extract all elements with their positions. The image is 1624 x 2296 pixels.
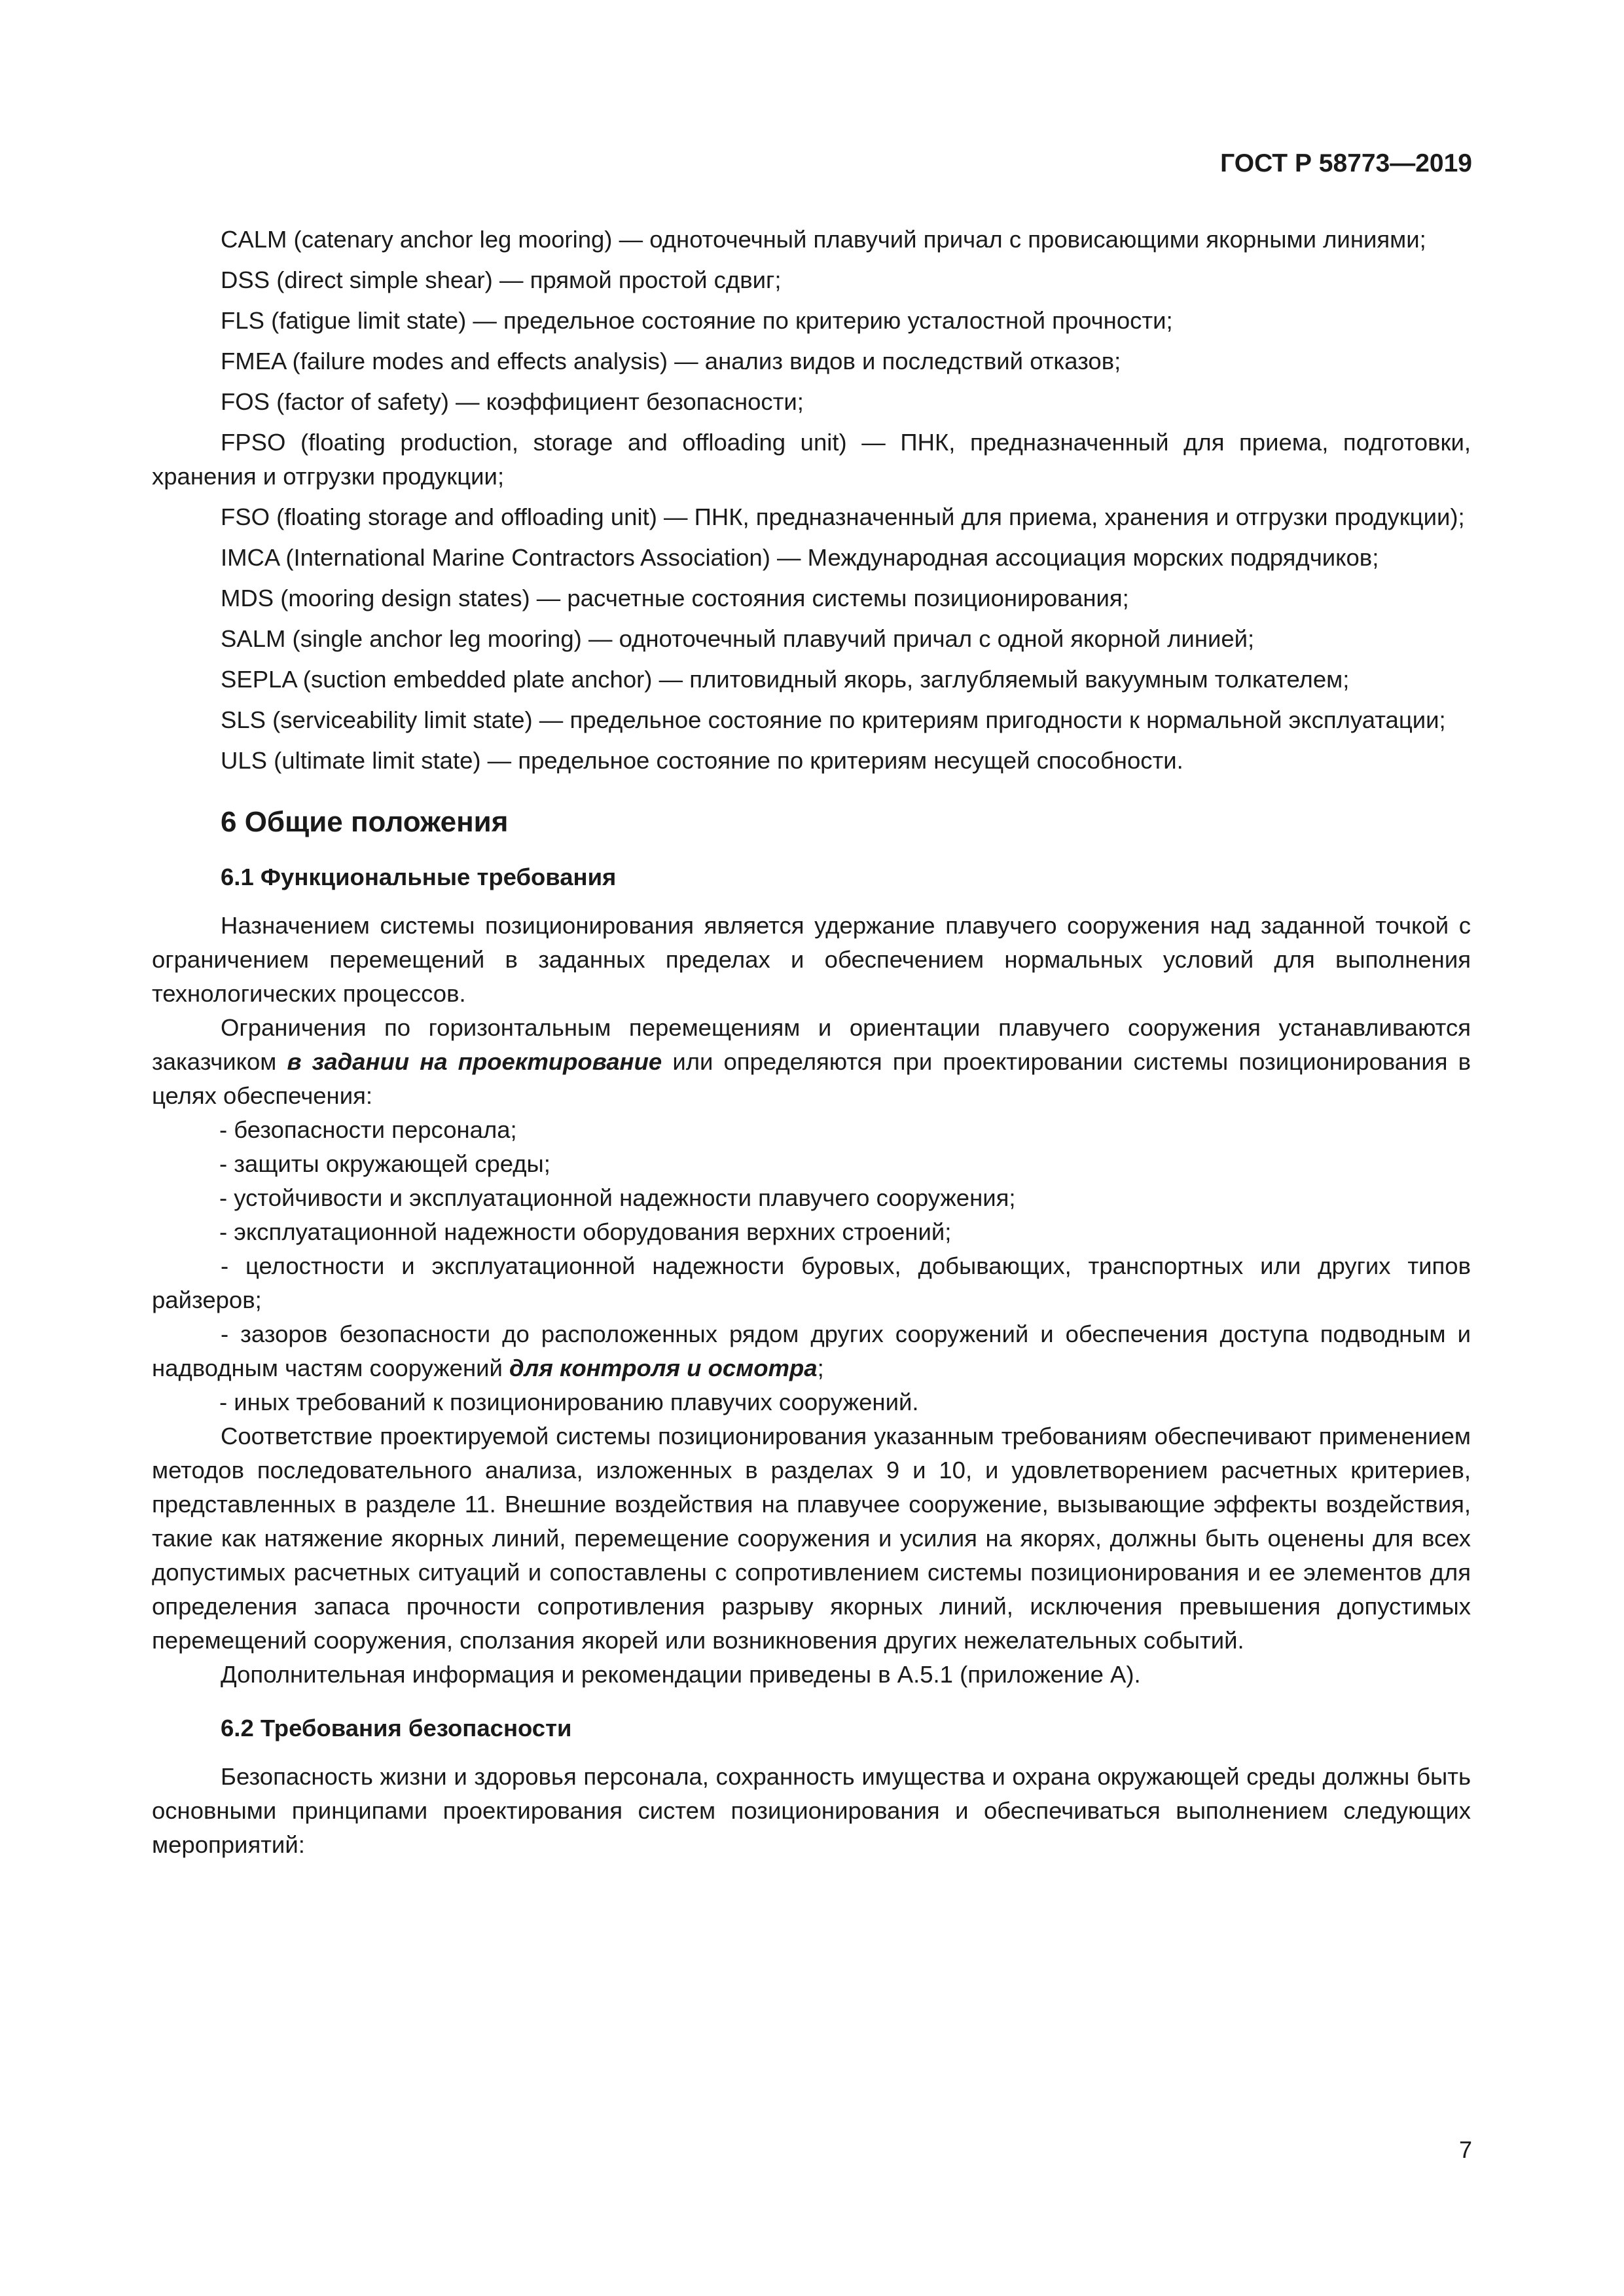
list-item-text: - зазоров безопасности до расположенных рядом других сооружений и обеспечения доступа подводным и надводным частям сооружений — [152, 1321, 1471, 1381]
abbreviation-calm: CALM (catenary anchor leg mooring) — одноточечный плавучий причал с провисающими якорными линиями; — [221, 226, 1426, 253]
list-item: - эксплуатационной надежности оборудования верхних строений; — [219, 1218, 952, 1245]
abbreviation-fos: FOS (factor of safety) — коэффициент безопасности; — [221, 388, 804, 415]
emphasis-text: в задании на проектирование — [287, 1048, 662, 1075]
abbreviation-mds: MDS (mooring design states) — расчетные состояния системы позиционирования; — [221, 585, 1129, 611]
list-item-text: ; — [817, 1355, 824, 1381]
section-6-2-heading: 6.2 Требования безопасности — [221, 1715, 572, 1741]
abbreviation-fso: FSO (floating storage and offloading unit) — ПНК, предназначенный для приема, хранения и отгрузки продукции); — [221, 503, 1465, 530]
abbreviation-fpso: FPSO (floating production, storage and offloading unit) — ПНК, предназначенный для приема, подготовки, хранения и отгрузки продукции; — [152, 429, 1471, 490]
paragraph-text: или определяются при проектировании системы позиционирования в целях обеспечения: — [152, 1048, 1471, 1109]
abbreviation-sls: SLS (serviceability limit state) — предельное состояние по критериям пригодности к нормальной эксплуатации; — [221, 706, 1446, 733]
abbreviation-uls: ULS (ultimate limit state) — предельное состояние по критериям несущей способности. — [221, 747, 1183, 774]
paragraph-text: Ограничения по горизонтальным перемещениям и ориентации плавучего сооружения устанавливаются заказчиком — [152, 1014, 1471, 1075]
list-item: - целостности и эксплуатационной надежности буровых, добывающих, транспортных или других типов райзеров; — [152, 1252, 1471, 1313]
section-6-2-paragraph-1: Безопасность жизни и здоровья персонала, сохранность имущества и охрана окружающей среды должны быть основными принципами проектирования систем позиционирования и обеспечиваться выполнением следующих мероприятий: — [152, 1763, 1471, 1858]
abbreviation-dss: DSS (direct simple shear) — прямой простой сдвиг; — [221, 266, 782, 293]
section-6-1-heading: 6.1 Функциональные требования — [221, 864, 617, 890]
section-6-heading: 6 Общие положения — [221, 806, 509, 838]
list-item: - иных требований к позиционированию плавучих сооружений. — [219, 1389, 919, 1415]
section-6-1-paragraph-4: Дополнительная информация и рекомендации приведены в А.5.1 (приложение А). — [221, 1661, 1141, 1688]
section-6-1-paragraph-2 — [152, 1011, 1471, 1113]
page-content — [152, 223, 1471, 1862]
section-6-1-paragraph-1: Назначением системы позиционирования является удержание плавучего сооружения над заданной точкой с ограничением перемещений в заданных пределах и обеспечением нормальных условий для выполнения технологических процессов. — [152, 912, 1471, 1007]
list-item — [152, 1317, 1471, 1385]
page-number: 7 — [1458, 2136, 1472, 2163]
abbreviation-imca: IMCA (International Marine Contractors Association) — Международная ассоциация морских подрядчиков; — [221, 544, 1379, 571]
emphasis-text: для контроля и осмотра — [509, 1355, 818, 1381]
abbreviation-sepla: SEPLA (suction embedded plate anchor) — плитовидный якорь, заглубляемый вакуумным толкателем; — [221, 666, 1350, 693]
list-item: - устойчивости и эксплуатационной надежности плавучего сооружения; — [219, 1184, 1016, 1211]
abbreviation-salm: SALM (single anchor leg mooring) — одноточечный плавучий причал с одной якорной линией; — [221, 625, 1255, 652]
standard-designation: ГОСТ Р 58773—2019 — [1220, 149, 1472, 177]
abbreviation-fmea: FMEA (failure modes and effects analysis) — анализ видов и последствий отказов; — [221, 348, 1121, 374]
abbreviations-list — [152, 223, 1471, 778]
list-item: - защиты окружающей среды; — [219, 1150, 550, 1177]
abbreviation-fls: FLS (fatigue limit state) — предельное состояние по критерию усталостной прочности; — [221, 307, 1173, 334]
list-item: - безопасности персонала; — [219, 1116, 517, 1143]
section-6-1-paragraph-3: Соответствие проектируемой системы позиционирования указанным требованиям обеспечивают применением методов последовательного анализа, изложенных в разделах 9 и 10, и удовлетворением расчетных критериев, представленных в разделе 11. Внешние воздействия на плавучее сооружение, вызывающие эффекты воздействия, такие как натяжение якорных линий, перемещение сооружения и усилия на якорях, должны быть оценены для всех допустимых расчетных ситуаций и сопоставлены с сопротивлением системы позиционирования и ее элементов для определения запаса прочности сопротивления разрыву якорных линий, исключения превышения допустимых перемещений сооружения, сползания якорей или возникновения других нежелательных событий. — [152, 1423, 1471, 1654]
